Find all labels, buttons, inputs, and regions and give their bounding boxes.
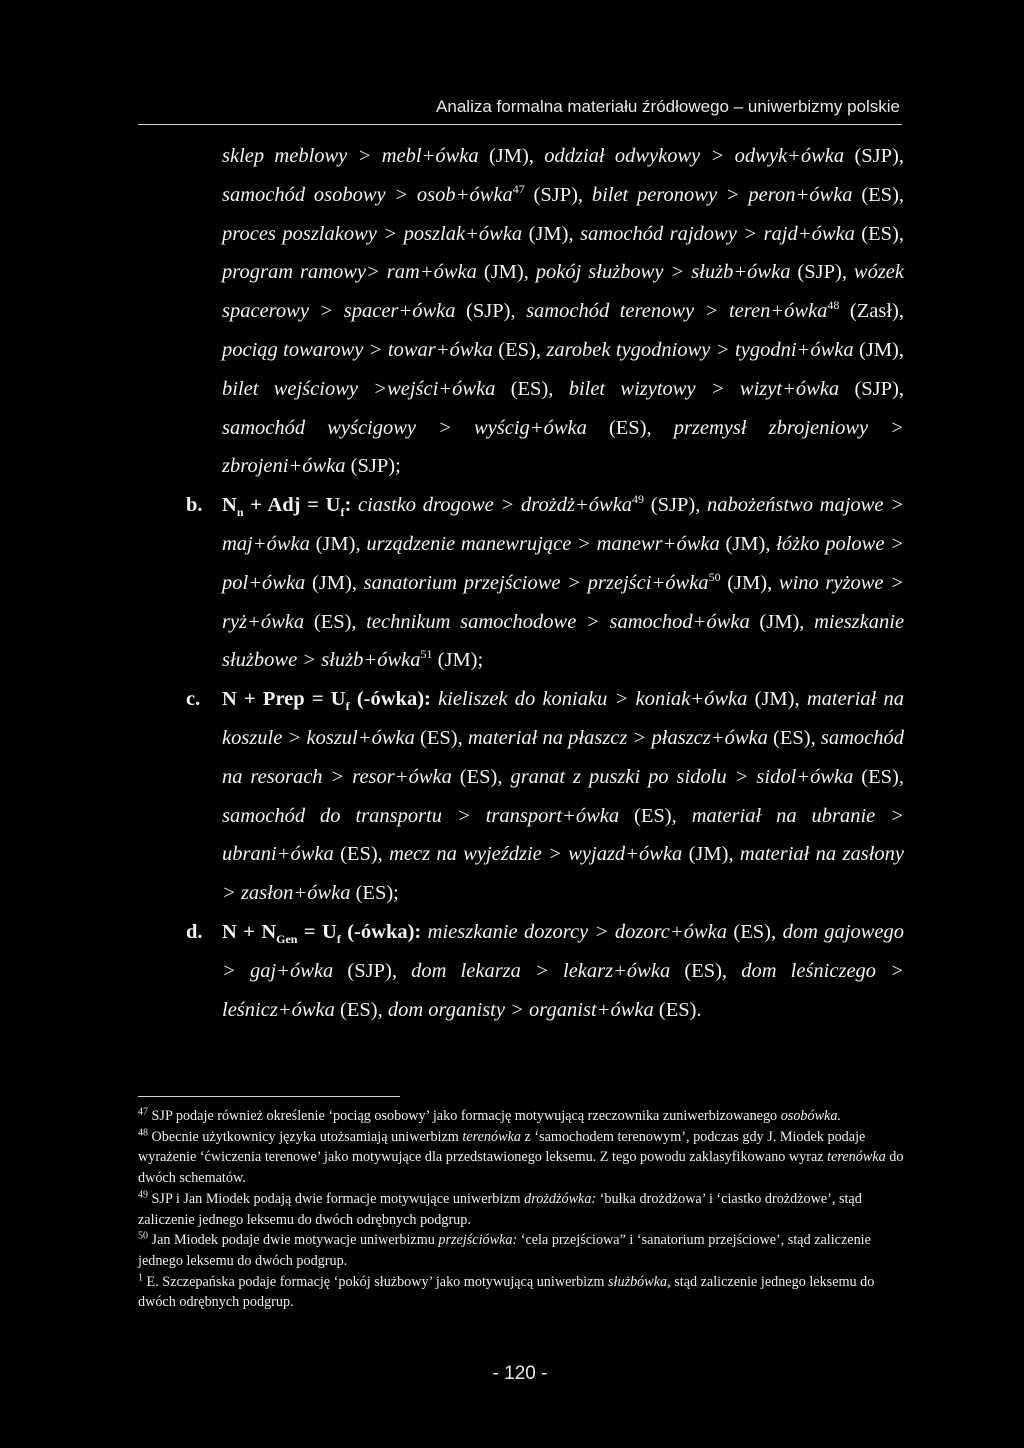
page-number: - 120 - xyxy=(492,1363,548,1384)
footnote-ref: 49 xyxy=(632,492,645,507)
main-text xyxy=(186,137,905,1029)
footnote-ref: 51 xyxy=(420,647,433,662)
list-item-a-continuation: sklep meblowy > mebl+ówka (JM), oddział odwykowy > odwyk+ówka (SJP), samochód osobowy > osob+ówka$^{47}$ (SJP), bilet peronowy > peron+ówka (ES), proces poszlakowy > poszlak+ówka (JM), samochód rajdowy > rajd+ówka (ES), program ramowy> ram+ówka (JM), pokój służbowy > służb+ówka (SJP), wózek spacerowy > spacer+ówka (SJP), samochód terenowy > teren+ówka$^{48}$ (Zasł), pociąg towarowy > towar+ówka (ES), zarobek tygodniowy > tygodni+ówka (JM), bilet wejściowy >wejści+ówka (ES), bilet wizytowy > wizyt+ówka (SJP), samochód wyścigowy > wyścig+ówka (ES), przemysł zbrojeniowy > zbrojeni+ówka (SJP); xyxy=(222,145,905,478)
footnote-48: $^{48}$ Obecnie użytkownicy języka utożsamiają uniwerbizm terenówka z ‘samochodem terenowym’, podczas gdy J. Miodek podaje wyrażenie ‘ćwiczenia terenowe’ jako motywujące dla przedstawionego leksemu. Z tego powodu zaklasyfikowano wyraz terenówka do dwóch schematów. xyxy=(138,1126,904,1187)
footnote-rule xyxy=(138,1096,400,1097)
list-item-d: d. $N + N_{Gen} = U_f$ (-ówka): mieszkanie dozorcy > dozorc+ówka (ES), dom gajowego > gaj+ówka (SJP), dom lekarza > lekarz+ówka (ES), dom leśniczego > leśnicz+ówka (ES), dom organisty > organist+ówka (ES). xyxy=(222,913,904,1029)
running-header: Analiza formalna materiału źródłowego – uniwerbizmy polskie xyxy=(436,97,900,116)
footnote-49: $^{49}$ SJP i Jan Miodek podają dwie formacje motywujące uniwerbizm drożdżówka: ‘bułka drożdżowa’ i ‘ciastko drożdżowe’, stąd zaliczenie jednego leksemu do dwóch odrębnych podgrup. xyxy=(138,1189,862,1228)
formula-d: $N + N_{Gen} = U_f$ (-ówka): xyxy=(222,920,422,947)
footnote-51: $^1$ E. Szczepańska podaje formację ‘pokój służbowy’ jako motywującą uniwerbizm służbówka, stąd zaliczenie jednego leksemu do dwóch odrębnych podgrup. xyxy=(138,1271,875,1311)
formula-c: N + Prep = $U_f$ (-ówka): xyxy=(222,688,431,714)
list-label-c: c. xyxy=(186,688,201,711)
footnote-47: $^{47}$ SJP podaje również określenie ‘pociąg osobowy’ jako formację motywującą rzeczownika zuniwerbizowanego osobówka. xyxy=(138,1106,841,1124)
header-rule xyxy=(138,124,902,125)
formula-b: $N_n$ + Adj = $U_f$: xyxy=(222,494,352,520)
list-item-c: c. N + Prep = $U_f$ (-ówka): kieliszek do koniaku > koniak+ówka (JM), materiał na koszule > koszul+ówka (ES), materiał na płaszcz > płaszcz+ówka (ES), samochód na resorach > resor+ówka (ES), granat z puszki po sidolu > sidol+ówka (ES), samochód do transportu > transport+ówka (ES), materiał na ubranie > ubrani+ówka (ES), mecz na wyjeździe > wyjazd+ówka (JM), materiał na zasłony > zasłon+ówka (ES); xyxy=(222,680,904,913)
list-label-d: d. xyxy=(186,920,203,943)
footnote-ref: 50 xyxy=(708,569,721,584)
footnote-ref: 48 xyxy=(827,298,840,313)
list-label-b: b. xyxy=(186,494,203,517)
list-item-b: b. $N_n$ + Adj = $U_f$: ciastko drogowe > drożdż+ówka$^{49}$ (SJP), nabożeństwo majowe > maj+ówka (JM), urządzenie manewrujące > manewr+ówka (JM), łóżko polowe > pol+ówka (JM), sanatorium przejściowe > przejści+ówka$^{50}$ (JM), wino ryżowe > ryż+ówka (ES), technikum samochodowe > samochod+ówka (JM), mieszkanie służbowe > służb+ówka$^{51}$ (JM); xyxy=(222,486,904,680)
footnotes xyxy=(138,1106,904,1313)
footnote-ref: 47 xyxy=(512,181,525,196)
footnote-50: $^{50}$ Jan Miodek podaje dwie motywacje uniwerbizmu przejściówka: ‘cela przejściowa” i ‘sanatorium przejściowe’, stąd zaliczenie jednego leksemu do dwóch podgrup. xyxy=(138,1230,871,1269)
